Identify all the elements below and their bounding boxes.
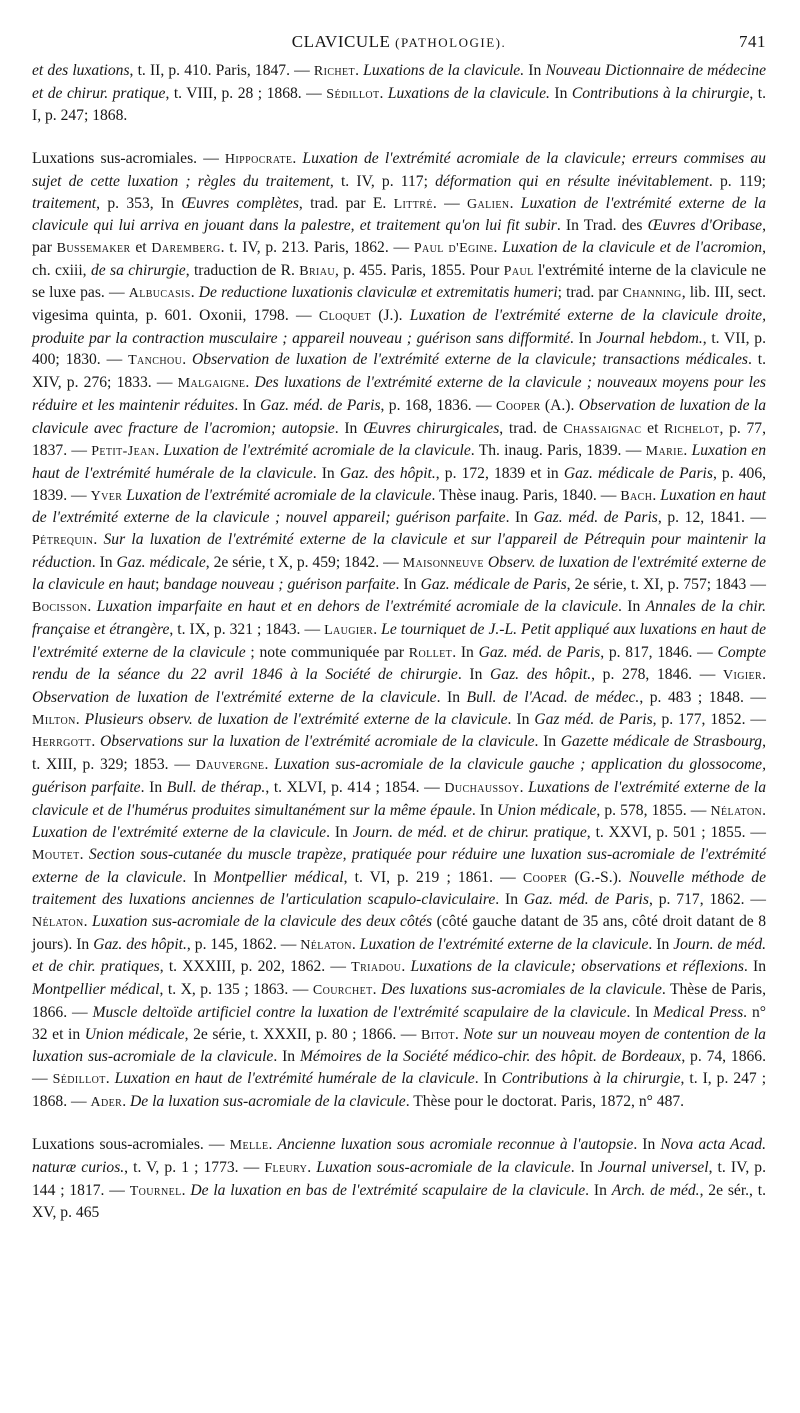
text-run: . In [474, 1069, 502, 1087]
text-run: . In [633, 1136, 661, 1154]
text-run: , par [32, 217, 766, 256]
text-run: . In [452, 643, 479, 661]
text-run: . In [507, 710, 535, 728]
italic-title: Luxation sous-acromiale de la clavicule [316, 1159, 571, 1177]
italic-title: Contributions à la chirurgie [501, 1069, 681, 1087]
italic-title: Nova acta Acad. naturæ curios. [32, 1136, 766, 1177]
author-name: Triadou [351, 960, 402, 976]
text-run: . In [91, 553, 117, 571]
text-run: . [519, 778, 529, 796]
text-run: . [182, 351, 193, 369]
running-header [32, 28, 766, 56]
text-run: . [75, 710, 85, 728]
text-run: , trad. par E. [298, 194, 394, 212]
paragraph-continuation [32, 60, 766, 127]
italic-title: Gazette médicale de Strasbourg [560, 733, 763, 751]
text-run: , p. 74, 1866. — [32, 1048, 766, 1087]
text-run: . In [326, 824, 353, 842]
italic-title: Muscle deltoïde artificiel contre la luxation de l'extrémité scapulaire de la clavicule [92, 1003, 627, 1021]
italic-title: Gaz. méd. de Paris [259, 396, 381, 414]
italic-title: Gaz. méd. de Paris [478, 643, 601, 661]
italic-title: Gaz. médicale de Paris [420, 576, 567, 594]
text-run: . [373, 620, 382, 638]
italic-title: Luxation en haut de l'extrémité humérale de la clavicule [114, 1069, 475, 1087]
author-name: Ader [90, 1094, 123, 1110]
author-name: Paul [503, 263, 534, 279]
italic-title: Des luxations sus-acromiales de la clavicule [381, 981, 662, 999]
text-run: , t. IX, p. 321 ; 1843. — [169, 620, 325, 638]
text-run: , t. VIII, p. 28 ; 1868. — [165, 84, 327, 102]
text-run: , p. 406, 1839. — [32, 464, 767, 504]
text-run: . [509, 194, 521, 212]
text-run: . p. 119; [708, 172, 766, 190]
italic-title: Luxation de l'extrémité externe de la clavicule qui lui arriva en jouant dans la palestre, et traitement qu'on lui fit subir [32, 194, 767, 235]
text-run: ; [155, 576, 164, 594]
page-number: 741 [739, 32, 766, 51]
italic-title: Medical Press [653, 1003, 744, 1021]
author-name: Milton [32, 712, 76, 728]
text-run: . [493, 238, 503, 256]
author-name: Bitot [420, 1027, 455, 1043]
italic-title: Montpellier médical [213, 868, 344, 886]
italic-title: Gaz. médicale de Paris [563, 464, 713, 482]
italic-title: De reductione luxationis claviculæ et extremitatis humeri [198, 284, 558, 302]
title-main: CLAVICULE [291, 32, 391, 51]
italic-title: Journ. de méd. et de chir. pratiques [32, 935, 767, 976]
text-run: . [355, 62, 364, 79]
text-run: . [292, 150, 303, 168]
text-run: . In [457, 666, 491, 684]
text-run: , p. 177, 1852. — [652, 710, 767, 728]
italic-title: Mémoires de la Société médico-chir. des hôpit. de Bordeaux [299, 1048, 682, 1066]
author-name: Paul d'Egine [413, 240, 494, 256]
text-run: , p. 353, In [96, 194, 182, 212]
text-run: . In [495, 891, 524, 909]
italic-title: Luxations de la clavicule. [387, 84, 550, 102]
text-run: . [264, 756, 275, 774]
text-run: . [91, 733, 100, 751]
text-run: . [762, 801, 767, 819]
text-run: . Thèse inaug. Paris, 1840. — [431, 486, 621, 504]
text-run: . [87, 598, 97, 616]
author-name: Tournel [129, 1183, 182, 1199]
author-name: Marie [645, 444, 684, 460]
text-run: , 2e sér., t. XV, p. 465 [32, 1181, 767, 1222]
text-run: . Th. inaug. Paris, 1839. — [470, 442, 646, 460]
italic-title: De la luxation sus-acromiale de la clavicule [130, 1092, 406, 1110]
text-run: . In Trad. des [556, 217, 648, 235]
italic-title: Journal universel [597, 1159, 709, 1177]
author-name: Hippocrate [224, 152, 293, 168]
text-run: , t. IV, p. 144 ; 1817. — [32, 1159, 766, 1199]
italic-title: déformation qui en résulte inévitablement [435, 172, 709, 190]
italic-title: Luxations de la clavicule; observations et réflexions [410, 958, 744, 976]
text-run: . In [334, 419, 364, 437]
author-name: Cooper [522, 870, 568, 886]
text-run: , t. II, p. 410. Paris, 1847. — [129, 62, 314, 79]
text-run: . In [182, 868, 214, 886]
italic-title: Arch. de méd. [611, 1181, 700, 1199]
text-run: . [351, 935, 360, 953]
text-run: , t. X, p. 135 ; 1863. — [159, 981, 313, 999]
text-run: , traduction de R. [185, 261, 300, 279]
italic-title: Gaz. méd. de Paris [523, 891, 649, 909]
text-run: , p. 12, 1841. — [657, 509, 767, 527]
text-run: . [93, 531, 104, 549]
text-run: , p. 817, 1846. — [600, 643, 718, 661]
author-name: Cloquet [318, 309, 371, 325]
author-name: Moutet [32, 847, 80, 863]
text-run: In [524, 62, 546, 79]
text-run: , t. XXVI, p. 501 ; 1855. — [586, 824, 766, 842]
italic-title: Journ. de méd. et de chirur. pratique [352, 824, 587, 842]
author-name: Maisonneuve [402, 555, 484, 571]
author-name: Pétrequin [32, 533, 94, 549]
title-subtitle: (PATHOLOGIE). [395, 35, 507, 50]
italic-title: Bull. de thérap. [166, 778, 266, 796]
text-run: , p. 168, 1836. — [380, 396, 496, 414]
text-run: (G.-S.). [567, 868, 629, 886]
text-run: , p. 483 ; 1848. — [639, 688, 766, 706]
author-name: Nélaton [710, 803, 763, 819]
italic-title: bandage nouveau ; guérison parfaite [163, 576, 396, 594]
italic-title: Plusieurs observ. de luxation de l'extrémité externe de la clavicule [84, 710, 508, 728]
text-run: Luxations sus-acromiales. — [32, 150, 225, 168]
author-name: Bocisson [32, 600, 88, 616]
text-run: , p. 145, 1862. — [186, 935, 301, 953]
text-run: . [652, 486, 661, 504]
text-run: . In [140, 778, 167, 796]
text-run: , t. XLVI, p. 414 ; 1854. — [265, 778, 445, 796]
text-run: , lib. III, sect. vigesima quinta, p. 601. Oxonii, 1798. — [32, 284, 766, 325]
author-name: Laugier [324, 622, 374, 638]
text-run: . In [618, 598, 646, 616]
italic-title: Luxation de l'extrémité acromiale de la clavicule; erreurs commises au sujet de cette luxation ; règles du traitement [32, 150, 766, 190]
text-run: , p. 77, 1837. — [32, 419, 766, 460]
page-title [32, 32, 766, 52]
italic-title: Luxation de l'extrémité acromiale de la clavicule [126, 486, 432, 504]
italic-title: de sa chirurgie [90, 261, 186, 279]
italic-title: Gaz. médicale [116, 553, 206, 571]
italic-title: Nouvelle méthode de traitement des luxations anciennes de l'articulation scapulo-claviculaire [32, 868, 767, 909]
author-name: Petit-Jean [91, 444, 156, 460]
text-run: . [155, 442, 164, 460]
text-run: . [372, 981, 381, 999]
italic-title: Contributions à la chirurgie [571, 84, 750, 102]
italic-title: Note sur un nouveau moyen de contention de la luxation sus-acromiale de la clavicule [32, 1025, 766, 1066]
author-name: Malgaigne [177, 376, 246, 392]
author-name: Briau [299, 263, 336, 279]
text-run: . [245, 374, 255, 392]
text-run: . [181, 1181, 191, 1199]
text-run: . In [534, 733, 561, 751]
italic-title: Luxation de la clavicule et de l'acromion [502, 238, 763, 256]
text-run: , t. XXXIII, p. 202, 1862. — [159, 958, 352, 976]
italic-title: Observation de luxation de la clavicule avec fracture de l'acromion; autopsie [32, 396, 767, 437]
italic-title: Gaz méd. de Paris [534, 710, 653, 728]
italic-title: et des luxations [32, 62, 130, 79]
italic-title: Bull. de l'Acad. de médec. [466, 688, 640, 706]
text-run: . In [505, 509, 534, 527]
italic-title: Luxation sus-acromiale de la clavicule gauche ; application du glossocome, guérison parfaite [32, 756, 766, 796]
text-run: , t. V, p. 1 ; 1773. — [124, 1159, 265, 1177]
italic-title: Journal hebdom. [596, 329, 703, 347]
text-run: et [130, 238, 152, 256]
text-run: . [762, 666, 767, 684]
author-name: Courchet [312, 983, 373, 999]
italic-title: Compte rendu de la séance du 22 avril 1846 à la Société de chirurgie [32, 643, 766, 684]
text-run: , trad. de [499, 419, 564, 437]
text-run: . [307, 1159, 317, 1177]
italic-title: Ancienne luxation sous acromiale reconnue à l'autopsie [277, 1136, 634, 1154]
text-run: . Thèse de Paris, 1866. — [32, 981, 767, 1021]
text-run: . In [648, 935, 674, 953]
author-name: Herrgott [32, 735, 92, 751]
author-name: Fleury [264, 1161, 308, 1177]
text-run: , 2e série, t. XXXII, p. 80 ; 1866. — [184, 1025, 421, 1043]
text-run: . In [234, 396, 260, 414]
italic-title: Sur la luxation de l'extrémité externe de la clavicule et sur l'appareil de Pétrequin pour maintenir la réduction [32, 531, 767, 571]
text-run: . — [432, 194, 468, 212]
text-run: . [379, 84, 388, 102]
italic-title: Gaz. des hôpit. [93, 935, 187, 953]
author-name: Bussemaker [56, 240, 131, 256]
text-run: . [268, 1136, 278, 1154]
text-run: , p. 455. Paris, 1855. Pour [335, 261, 504, 279]
italic-title: Le tourniquet de J.-L. Petit appliqué aux luxations en haut de l'extrémité externe de la clavicule [32, 620, 767, 661]
italic-title: Montpellier médical [32, 981, 160, 999]
text-run: . [122, 1092, 130, 1110]
italic-title: Gaz. des hôpit. [339, 464, 436, 482]
italic-title: Luxation de l'extrémité externe de la clavicule droite, produite par la contraction musculaire ; appareil nouveau ; guérison sans difformité [32, 307, 766, 347]
text-run: , t. VI, p. 219 ; 1861. — [343, 868, 523, 886]
text-run: , p. 717, 1862. — [648, 891, 767, 909]
text-run: , t. I, p. 247; 1868. [32, 84, 767, 125]
italic-title: Œuvres chirurgicales [363, 419, 500, 437]
paragraph-sous-acromiales [32, 1134, 766, 1224]
text-run: , t. I, p. 247 ; 1868. — [32, 1069, 767, 1110]
author-name: Richelot [664, 421, 720, 437]
author-name: Dauvergne [195, 758, 265, 774]
text-run: . In [585, 1181, 612, 1199]
italic-title: Union médicale [84, 1025, 185, 1043]
author-name: Vigier [722, 668, 763, 684]
text-run: . t. IV, p. 213. Paris, 1862. — [220, 238, 414, 256]
text-run: , t. VII, p. 400; 1830. — [32, 329, 766, 369]
author-name: Galien [467, 196, 510, 212]
text-run: , ch. cxiii, [32, 238, 766, 279]
text-run: . In [436, 688, 467, 706]
text-run: . In [273, 1048, 300, 1066]
text-run: , t. XIII, p. 329; 1853. — [32, 733, 767, 774]
text-run: . t. XIV, p. 276; 1833. — [32, 351, 766, 392]
author-name: Sédillot [52, 1071, 106, 1087]
italic-title: Luxation imparfaite en haut et en dehors de l'extrémité acromiale de la clavicule [96, 598, 619, 616]
text-run: . [79, 845, 89, 863]
italic-title: Section sous-cutanée du muscle trapèze, pratiquée pour réduire une luxation sus-acromiale de l'extrémité externe de la clavicule [32, 845, 766, 886]
italic-title: Union médicale [496, 801, 597, 819]
italic-title: Annales de la chir. française et étrangère [32, 598, 766, 638]
text-run: . In [570, 1159, 598, 1177]
author-name: Tanchou [128, 353, 183, 369]
italic-title: Nouveau Dictionnaire de médecine et de chirur. pratique [32, 62, 767, 102]
italic-title: Gaz. méd. de Paris [533, 509, 658, 527]
author-name: Sédillot [326, 86, 380, 102]
text-run: et [641, 419, 665, 437]
text-run: . [454, 1025, 464, 1043]
text-run: . [83, 913, 93, 931]
text-run: . In [626, 1003, 654, 1021]
text-run: . In [743, 958, 767, 976]
text-run: . Thèse pour le doctorat. Paris, 1872, n° 487. [405, 1092, 685, 1110]
text-run: , 2e série, t X, p. 459; 1842. — [205, 553, 403, 571]
text-run: . [105, 1069, 115, 1087]
italic-title: traitement [32, 194, 97, 212]
author-name: Cooper [496, 398, 541, 414]
italic-title: Luxation en haut de l'extrémité externe de la clavicule ; nouvel appareil; guérison parfaite [32, 486, 766, 527]
text-run: , p. 172, 1839 et in [435, 464, 564, 482]
text-run: . [401, 958, 411, 976]
author-name: Nélaton [32, 915, 84, 931]
text-run: (côté gauche datant de 35 ans, côté droit datant de 8 jours). In [32, 913, 767, 953]
author-name: Melle [229, 1138, 269, 1154]
italic-title: Œuvres complètes [181, 194, 299, 212]
italic-title: Observation de luxation de l'extrémité externe de la clavicule [32, 688, 437, 706]
author-name: Nélaton [300, 937, 352, 953]
author-name: Channing [622, 286, 682, 302]
author-name: Daremberg [151, 240, 221, 256]
italic-title: Luxation de l'extrémité acromiale de la clavicule [163, 442, 471, 460]
text-run: . In [471, 801, 497, 819]
author-name: Richet [313, 64, 356, 79]
text-run: . In [395, 576, 421, 594]
author-name: Duchaussoy [444, 780, 520, 796]
italic-title: Luxation de l'extrémité externe de la clavicule [359, 935, 649, 953]
text-run: Luxations sous-acromiales. — [32, 1136, 230, 1154]
italic-title: Gaz. des hôpit. [490, 666, 592, 684]
italic-title: Œuvres d'Oribase [647, 217, 763, 235]
italic-title: Luxation sus-acromiale de la clavicule des deux côtés [92, 913, 433, 931]
author-name: Bach [620, 488, 653, 504]
author-name: Rollet [408, 645, 453, 661]
italic-title: Observations sur la luxation de l'extrémité acromiale de la clavicule [100, 733, 535, 751]
text-run: , p. 278, 1846. — [591, 666, 723, 684]
text-run: . [190, 284, 199, 302]
italic-title: Luxations de la clavicule. [363, 62, 525, 79]
text-run: , 2e série, t. XI, p. 757; 1843 — [566, 576, 767, 594]
text-run: (A.). [540, 396, 579, 414]
author-name: Yver [90, 488, 123, 504]
italic-title: Observ. de luxation de l'extrémité externe de la clavicule en haut [32, 553, 766, 594]
text-run: . n° 32 et in [32, 1003, 766, 1043]
text-run: . In [312, 464, 340, 482]
paragraph-sus-acromiales [32, 148, 766, 1113]
author-name: Chassaignac [563, 421, 642, 437]
author-name: Littré [393, 196, 433, 212]
italic-title: Luxations de l'extrémité externe de la clavicule et de l'humérus produites simultanément sur la même épaule [32, 778, 767, 819]
italic-title: Observation de luxation de l'extrémité externe de la clavicule; transactions médicales [192, 351, 748, 369]
italic-title: Luxation en haut de l'extrémité humérale de la clavicule [32, 442, 767, 482]
italic-title: Luxation de l'extrémité externe de la clavicule [32, 824, 327, 842]
text-run: . In [569, 329, 597, 347]
text-run: , t. IV, p. 117; [329, 172, 436, 190]
text-run: l'extrémité interne de la clavicule ne se luxe pas. — [32, 261, 766, 302]
italic-title: De la luxation en bas de l'extrémité scapulaire de la clavicule [190, 1181, 586, 1199]
italic-title: Des luxations de l'extrémité externe de la clavicule ; nouveaux moyens pour les réduire et les maintenir réduites [32, 374, 767, 414]
text-run: ; note communiquée par [245, 643, 409, 661]
author-name: Albucasis [128, 286, 191, 302]
text-run: ; trad. par [557, 284, 623, 302]
text-run: (J.). [371, 307, 410, 325]
text-run: . [683, 442, 692, 460]
text-run: In [549, 84, 572, 102]
text-run: , p. 578, 1855. — [596, 801, 711, 819]
